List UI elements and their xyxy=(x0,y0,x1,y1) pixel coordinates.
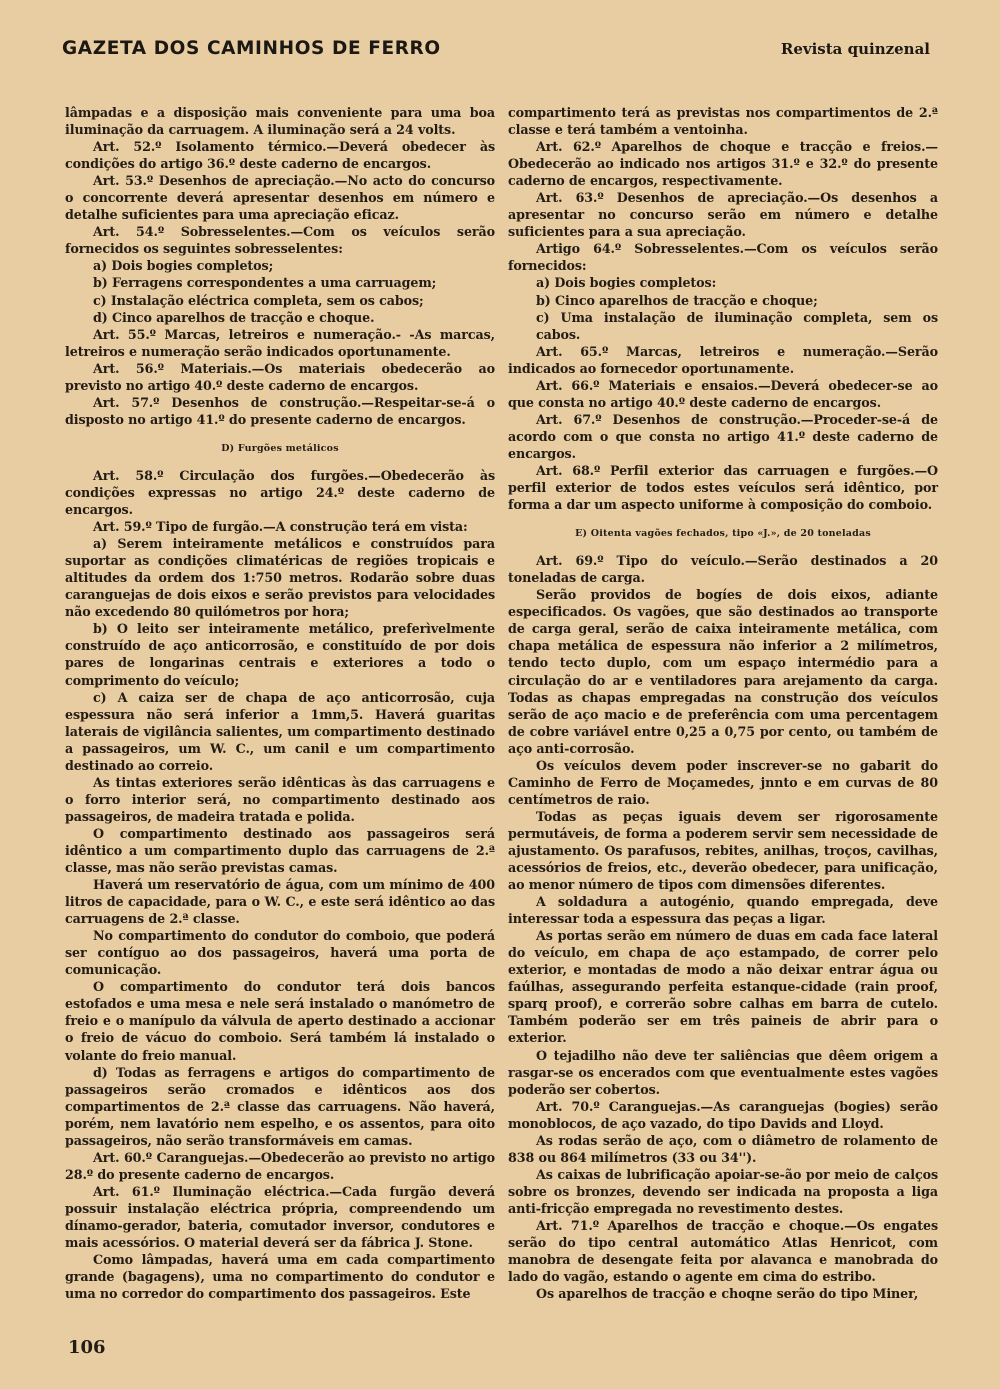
paragraph: b) O leito ser inteiramente metálico, preferìvelmente construído de aço anticorrosão, e constituído de por dois pares de longarinas centrais e exteriores a todo o comprimento do veículo; xyxy=(65,621,495,688)
paragraph: Os veículos devem poder inscrever-se no gabarit do Caminho de Ferro de Moçamedes, jnnto e em curvas de 80 centímetros de raio. xyxy=(508,757,938,807)
paragraph: No compartimento do condutor do comboio, que poderá ser contíguo ao dos passageiros, haverá uma porta de comunicação. xyxy=(65,928,495,978)
paragraph: Art. 69.º Tipo do veículo.—Serão destinados a 20 toneladas de carga. xyxy=(508,553,938,586)
paragraph: Os aparelhos de tracção e choqne serão do tipo Miner, xyxy=(536,1286,919,1302)
paragraph: Todas as peças iguais devem ser rigorosamente permutáveis, de forma a poderem servir sem necessidade de ajustamento. Os parafusos, rebites, anilhas, troços, cavilhas, acessórios de freios, etc., deverão obedecer, para unificação, ao menor número de tipos com dimensões diferentes. xyxy=(508,808,938,893)
page-number: 106 xyxy=(68,1337,106,1358)
paragraph: Art. 53.º Desenhos de apreciação.—No acto do concurso o concorrente deverá apresentar desenhos em número e detalhe suficientes para uma apreciação eficaz. xyxy=(65,173,495,223)
section-heading: E) Oitenta vagões fechados, tipo «J.», de 20 toneladas xyxy=(575,528,871,540)
left-text-column xyxy=(65,104,495,1302)
paragraph: Art. 70.º Caranguejas.—As caranguejas (bogies) serão monoblocos, de aço vazado, do tipo Davids and Lloyd. xyxy=(508,1098,938,1131)
paragraph: c) Instalação eléctrica completa, sem os cabos; xyxy=(93,292,424,308)
paragraph: Art. 63.º Desenhos de apreciação.—Os desenhos a apresentar no concurso serão em número e detalhe suficientes para a sua apreciação. xyxy=(508,190,938,240)
paragraph: a) Dois bogies completos; xyxy=(93,258,274,274)
paragraph: a) Dois bogies completos: xyxy=(536,275,717,291)
paragraph: O compartimento do condutor terá dois bancos estofados e uma mesa e nele será instalado o manómetro de freio e o manípulo da válvula de aperto destinado a accionar o freio de vácuo do comboio. Será também lá instalado o volante do freio manual. xyxy=(65,979,495,1063)
paragraph: Artigo 64.º Sobresselentes.—Com os veículos serão fornecidos: xyxy=(508,241,938,274)
paragraph: Art. 58.º Circulação dos furgões.—Obedecerão às condições expressas no artigo 24.º deste caderno de encargos. xyxy=(65,467,495,518)
paragraph: Art. 56.º Materiais.—Os materiais obedecerão ao previsto no artigo 40.º deste caderno de encargos. xyxy=(65,360,495,393)
paragraph: Como lâmpadas, haverá uma em cada compartimento grande (bagagens), uma no compartimento do condutor e uma no corredor do compartimento dos passageiros. Este xyxy=(65,1252,495,1302)
paragraph: Art. 57.º Desenhos de construção.—Respeitar-se-á o disposto no artigo 41.º do presente caderno de encargos. xyxy=(65,394,495,427)
paragraph: O tejadilho não deve ter saliências que dêem origem a rasgar-se os encerados com que eventualmente estes vagões poderão ser cobertos. xyxy=(508,1047,938,1097)
paragraph: c) Uma instalação de iluminação completa, sem os cabos. xyxy=(536,309,938,342)
paragraph: As rodas serão de aço, com o diâmetro de rolamento de 838 ou 864 milímetros (33 ou 34''). xyxy=(508,1132,938,1165)
paragraph: c) A caiza ser de chapa de aço anticorrosão, cuja espessura não será inferior a 1mm,5. Haverá guaritas laterais de vigilância salientes, um compartimento destinado a passageiros, um W. C., um canil e um compartimento destinado ao correio. xyxy=(65,689,495,773)
journal-title: GAZETA DOS CAMINHOS DE FERRO xyxy=(62,38,441,59)
paragraph: lâmpadas e a disposição mais conveniente para uma boa iluminação da carruagem. A iluminação será a 24 volts. xyxy=(65,105,495,138)
paragraph: compartimento terá as previstas nos compartimentos de 2.ª classe e terá também a ventoinha. xyxy=(508,105,938,138)
running-header xyxy=(62,38,930,59)
paragraph: Art. 68.º Perfil exterior das carruagen e furgões.—O perfil exterior de todos estes veículos será idêntico, por forma a dar um aspecto uniforme à composição do comboio. xyxy=(508,462,938,513)
paragraph: A soldadura a autogénio, quando empregada, deve interessar toda a espessura das peças a ligar. xyxy=(508,894,938,927)
paragraph: a) Serem inteiramente metálicos e construídos para suportar as condições climatéricas de regiões tropicais e altitudes da ordem dos 1:750 metros. Rodarão sobre duas caranguejas de dois eixos e serão previstos para velocidades não excedendo 80 quilómetros por hora; xyxy=(65,536,495,620)
paragraph: Art. 71.º Aparelhos de tracção e choque.—Os engates serão do tipo central automático Atlas Henricot, com manobra de desengate feita por alavanca e manobrada do lado do vagão, estando o agente em cima do estribo. xyxy=(508,1218,938,1285)
paragraph: Art. 65.º Marcas, letreiros e numeração.—Serão indicados ao fornecedor oportunamente. xyxy=(508,343,938,376)
paragraph: Art. 67.º Desenhos de construção.—Proceder-se-á de acordo com o que consta no artigo 41.º deste caderno de encargos. xyxy=(508,411,938,461)
paragraph: d) Cinco aparelhos de tracção e choque. xyxy=(93,309,375,325)
paragraph: Haverá um reservatório de água, com um mínimo de 400 litros de capacidade, para o W. C., e este será idêntico ao das carruagens de 2.ª classe. xyxy=(65,877,495,927)
paragraph: As tintas exteriores serão idênticas às das carruagens e o forro interior será, no compartimento destinado aos passageiros, de madeira tratada e polida. xyxy=(65,774,495,824)
paragraph: Serão providos de bogíes de dois eixos, adiante especificados. Os vagões, que são destinados ao transporte de carga geral, serão de caixa inteiramente metálica, com chapa metálica de espessura não inferior a 2 milímetros, tendo tecto duplo, com um espaço intermédio para a circulação do ar e ventiladores para arejamento da carga. Todas as chapas empregadas na construção dos veículos serão de aço macio e de preferência com uma percentagem de cobre variável entre 0,25 a 0,75 por cento, ou também de aço anti-corrosão. xyxy=(508,587,938,756)
journal-subtitle: Revista quinzenal xyxy=(780,40,930,58)
paragraph: Art. 66.º Materiais e ensaios.—Deverá obedecer-se ao que consta no artigo 40.º deste caderno de encargos. xyxy=(508,377,938,410)
paragraph: Art. 62.º Aparelhos de choque e tracção e freios.—Obedecerão ao indicado nos artigos 31.º e 32.º do presente caderno de encargos, respectivamente. xyxy=(508,139,938,189)
paragraph: d) Todas as ferragens e artigos do compartimento de passageiros serão cromados e idênticos aos dos compartimentos de 2.ª classe das carruagens. Não haverá, porém, nem lavatório nem espelho, e os assentos, para oito passageiros, não serão transformáveis em camas. xyxy=(65,1064,495,1148)
paragraph: Art. 59.º Tipo de furgão.—A construção terá em vista: xyxy=(93,519,468,535)
paragraph: Art. 61.º Iluminação eléctrica.—Cada furgão deverá possuir instalação eléctrica própria, compreendendo um dínamo-gerador, bateria, comutador inversor, condutores e mais acessórios. O material deverá ser da fábrica J. Stone. xyxy=(65,1183,495,1251)
paragraph: Art. 60.º Caranguejas.—Obedecerão ao previsto no artigo 28.º do presente caderno de encargos. xyxy=(65,1149,495,1182)
paragraph: Art. 54.º Sobresselentes.—Com os veículos serão fornecidos os seguintes sobresselentes: xyxy=(65,224,495,257)
paragraph: Art. 52.º Isolamento térmico.—Deverá obedecer às condições do artigo 36.º deste caderno de encargos. xyxy=(65,139,495,172)
paragraph: As caixas de lubrificação apoiar-se-ão por meio de calços sobre os bronzes, devendo ser indicada na proposta a liga anti-fricção empregada no revestimento destes. xyxy=(508,1166,938,1216)
paragraph: b) Cinco aparelhos de tracção e choque; xyxy=(536,292,818,308)
paragraph: As portas serão em número de duas em cada face lateral do veículo, em chapa de aço estampado, de correr pelo exterior, e montadas de modo a não deixar entrar água ou faúlhas, assegurando perfeita estanque-cidade (rain proof, sparq proof), e correrão sobre calhas em barra de cutelo. Também poderão ser em três paineis de abrir para o exterior. xyxy=(508,928,938,1046)
paragraph: b) Ferragens correspondentes a uma carruagem; xyxy=(93,275,437,291)
right-text-column xyxy=(508,104,938,1302)
paragraph: O compartimento destinado aos passageiros será idêntico a um compartimento duplo das carruagens de 2.ª classe, mas não serão previstas camas. xyxy=(65,825,495,876)
section-heading: D) Furgões metálicos xyxy=(221,442,339,454)
paragraph: Art. 55.º Marcas, letreiros e numeração.- -As marcas, letreiros e numeração serão indicados oportunamente. xyxy=(65,326,495,359)
